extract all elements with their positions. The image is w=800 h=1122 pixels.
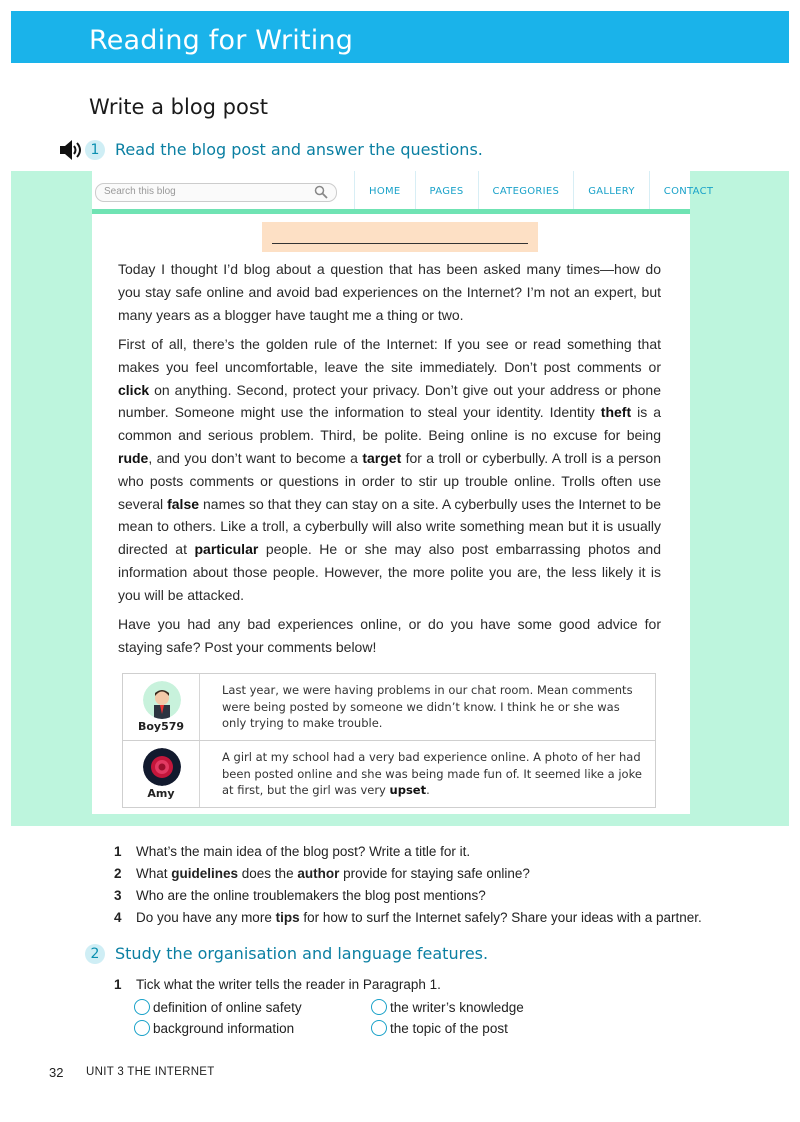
- option-background-information[interactable]: background information: [134, 1020, 294, 1036]
- audio-speaker-icon[interactable]: [58, 139, 82, 161]
- nav-gallery[interactable]: GALLERY: [573, 171, 649, 209]
- search-placeholder: Search this blog: [104, 186, 176, 197]
- keyword-theft: theft: [600, 404, 632, 421]
- task-2-number: 2: [85, 944, 105, 964]
- comment-username: Amy: [147, 787, 175, 800]
- comment-username: Boy579: [137, 720, 185, 733]
- option-topic-of-the-post[interactable]: the topic of the post: [371, 1020, 508, 1036]
- blog-title-blank: [262, 222, 538, 252]
- tick-circle-icon[interactable]: [134, 999, 150, 1015]
- blog-search-input[interactable]: [95, 183, 337, 202]
- blog-paragraph-3: Have you had any bad experiences online, or do you have some good advice for staying safe? Post your comments below!: [118, 616, 661, 655]
- comment-item: [123, 674, 655, 740]
- task-1-title: Read the blog post and answer the questions.: [115, 140, 483, 159]
- task-2-question-1: 1 Tick what the writer tells the reader in Paragraph 1.: [114, 977, 441, 992]
- keyword-rude: rude: [118, 449, 149, 466]
- question-3: 3 Who are the online troublemakers the blog post mentions?: [114, 888, 486, 903]
- question-1: 1 What’s the main idea of the blog post? Write a title for it.: [114, 844, 471, 859]
- header-banner: [11, 11, 789, 63]
- blog-page: [92, 171, 714, 814]
- keyword-false: false: [167, 495, 200, 512]
- keyword-target: target: [362, 449, 402, 466]
- search-icon[interactable]: [314, 185, 328, 199]
- keyword-particular: particular: [194, 541, 259, 558]
- blog-paragraph-2: First of all, there’s the golden rule of the Internet: If you see or read something that makes you feel uncomfortable, leave the site immediately. Don’t post comments or click on anything. Second, protect your privacy. Don’t give out your address or phone number. Someone might use the information to steal your identity. Identity theft is a common and serious problem. Third, be polite. Being online is no excuse for being rude, and you don’t want to become a target for a troll or cyberbully. A troll is a person who posts comments or questions in order to stir up trouble online. Trolls often use several false names so that they can stay on a site. A cyberbully uses the Internet to be mean to others. Like a troll, a cyberbully will also write something mean but it is usually directed at particular people. He or she may also post embarrassing photos and information about those people. However, the more polite you are, the less likely it is you will be attacked.: [118, 336, 662, 603]
- option-definition-of-online-safety[interactable]: definition of online safety: [134, 999, 302, 1015]
- question-2: 2 What guidelines does the author provide for staying safe online?: [114, 866, 530, 881]
- question-4: 4 Do you have any more tips for how to surf the Internet safely? Share your ideas with a partner.: [114, 910, 702, 925]
- nav-home[interactable]: HOME: [354, 171, 415, 209]
- avatar-amy: [143, 748, 181, 786]
- section-title: Write a blog post: [89, 95, 269, 119]
- blog-nav: [354, 171, 727, 209]
- nav-pages[interactable]: PAGES: [415, 171, 478, 209]
- title-answer-line: [272, 243, 528, 244]
- option-writers-knowledge[interactable]: the writer’s knowledge: [371, 999, 524, 1015]
- keyword-click: click: [118, 381, 150, 398]
- comment-text: A girl at my school had a very bad experience online. A photo of her had been posted online and she was being made fun of. It seemed like a joke at first, but the girl was very upset.: [222, 750, 642, 797]
- keyword-upset: upset: [389, 783, 427, 797]
- tick-circle-icon[interactable]: [134, 1020, 150, 1036]
- comments-section: [122, 673, 656, 808]
- comment-text: Last year, we were having problems in our chat room. Mean comments were being posted by someone we didn’t know. I think he or she was only trying to make trouble.: [222, 683, 633, 730]
- unit-label: UNIT 3 THE INTERNET: [86, 1066, 215, 1078]
- blog-paragraph-1: Today I thought I’d blog about a question that has been asked many times—how do you stay safe online and avoid bad experiences on the Internet? I’m not an expert, but many years as a blogger have taught me a thing or two.: [118, 261, 661, 323]
- page-number: 32: [49, 1065, 64, 1080]
- comment-item: [123, 740, 655, 807]
- tick-circle-icon[interactable]: [371, 999, 387, 1015]
- task-2-title: Study the organisation and language features.: [115, 944, 489, 963]
- nav-contact[interactable]: CONTACT: [649, 171, 728, 209]
- nav-categories[interactable]: CATEGORIES: [478, 171, 574, 209]
- tick-circle-icon[interactable]: [371, 1020, 387, 1036]
- task-1-number: 1: [85, 140, 105, 160]
- banner-title: Reading for Writing: [89, 25, 354, 56]
- avatar-boy579: [143, 681, 181, 719]
- blog-top-bar: [92, 171, 714, 214]
